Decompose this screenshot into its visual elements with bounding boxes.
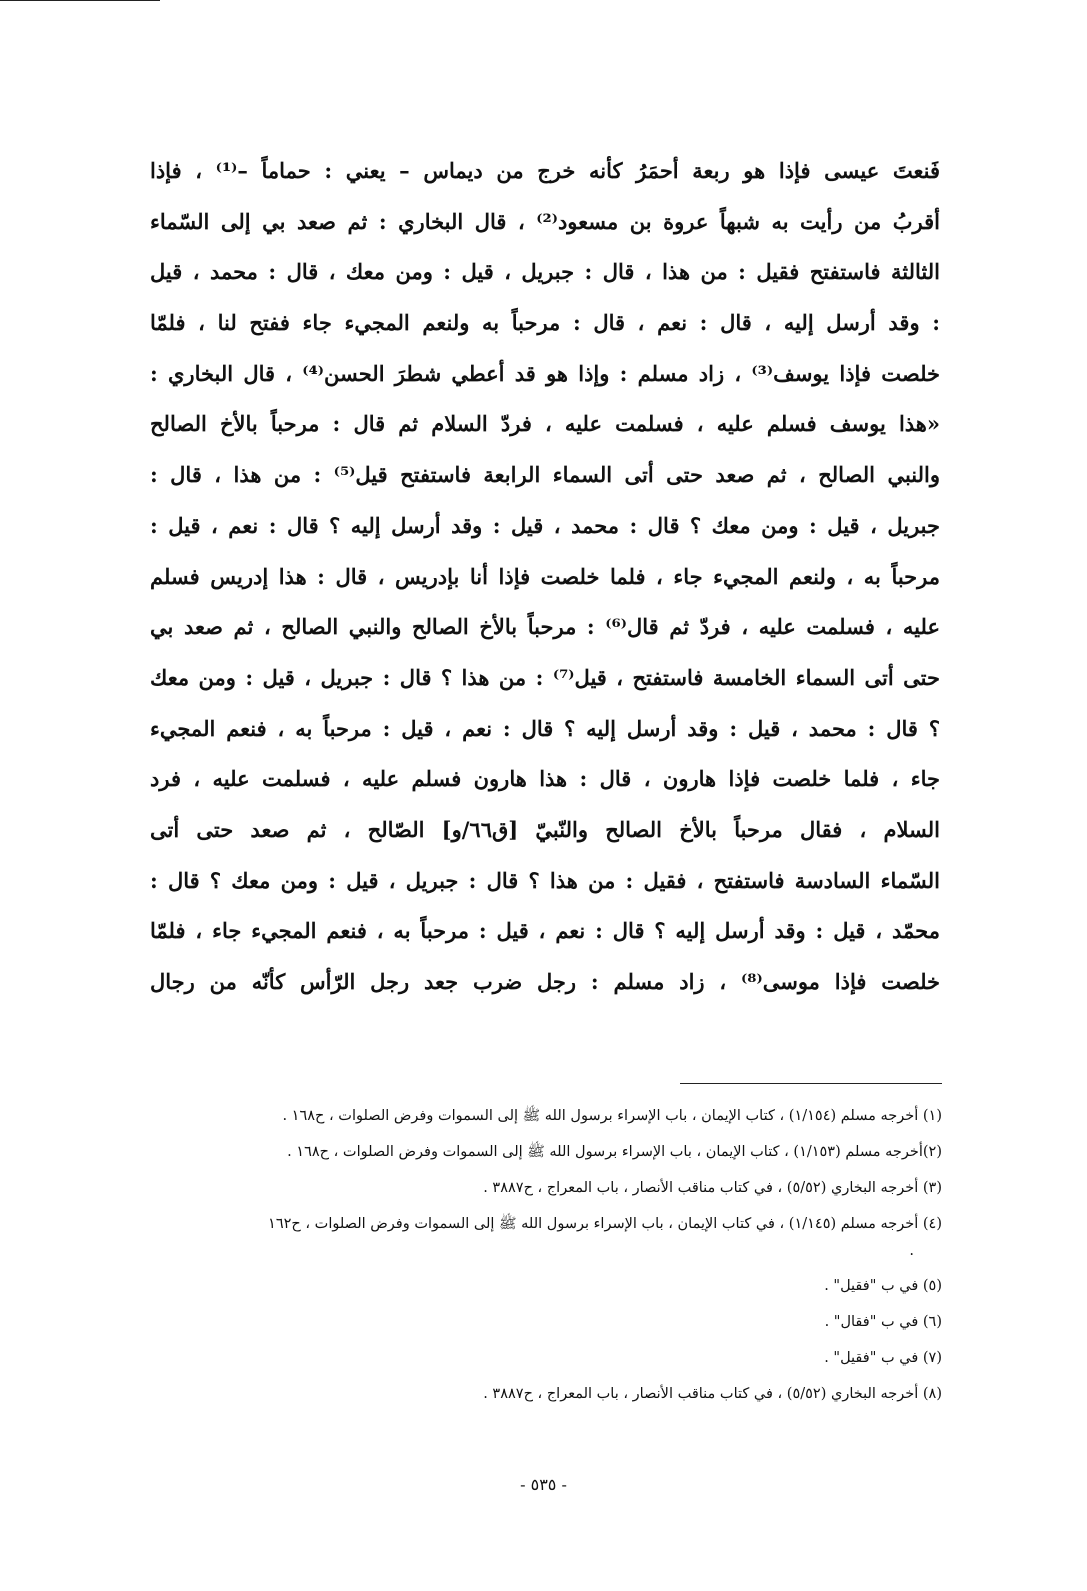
footnote-8: (٨) أخرجه البخاري (٥/٥٢) ، في كتاب مناقب الأنصار ، باب المعراج ، ح٣٨٨٧ . xyxy=(483,1386,942,1402)
text-line: عليه ، فسلمت عليه ، فردّ ثم قال⁽⁶⁾ : مرحباً بالأخ الصالح والنبي الصالح ، ثم صعد بي xyxy=(150,614,940,640)
page-number: - ٥٣٥ - xyxy=(520,1475,567,1494)
text-line: «هذا يوسف فسلم عليه ، فسلمت عليه ، فردّ السلام ثم قال : مرحباً بالأخ الصالح xyxy=(150,411,940,437)
footnote-1: (١) أخرجه مسلم (١/١٥٤) ، كتاب الإيمان ، باب الإسراء برسول الله ﷺ إلى السموات وفرض الصلوات ، ح١٦٨ . xyxy=(282,1108,942,1124)
footnote-4: (٤) أخرجه مسلم (١/١٤٥) ، في كتاب الإيمان ، باب الإسراء برسول الله ﷺ إلى السموات وفرض الصلوات ، ح١٦٢ xyxy=(268,1216,942,1232)
text-line: فَنعتَ عيسى فإذا هو ربعة أحمَرُ كأنه خرج من ديماس – يعني : حماماً –⁽¹⁾ ، فإذا xyxy=(150,158,940,183)
text-line: مرحباً به ، ولنعم المجيء جاء ، فلما خلصت فإذا أنا بإدريس ، قال : هذا إدريس فسلم xyxy=(150,563,940,589)
footnote-7: (٧) في ب "فقيل" . xyxy=(824,1350,942,1366)
text-line: أقربُ من رأيت به شبهاً عروة بن مسعود⁽²⁾ ، قال البخاري : ثم صعد بي إلى السّماء xyxy=(150,208,940,234)
footnote-5: (٥) في ب "فقيل" . xyxy=(824,1278,942,1294)
text-line: والنبي الصالح ، ثم صعد حتى أتى السماء الرابعة فاستفتح قيل⁽⁵⁾ : من هذا ، قال : xyxy=(150,462,940,488)
text-line: السلام ، فقال مرحباً بالأخ الصالح والنّبيّ [ق٦٦/و] الصّالح ، ثم صعد حتى أتى xyxy=(150,816,940,842)
footnote-2: (٢)أخرجه مسلم (١/١٥٣) ، كتاب الإيمان ، باب الإسراء برسول الله ﷺ إلى السموات وفرض الصلوات ، ح١٦٨ . xyxy=(287,1144,942,1160)
text-line: خلصت فإذا يوسف⁽³⁾ ، زاد مسلم : وإذا هو قد أعطي شطرَ الحسن⁽⁴⁾ ، قال البخاري : xyxy=(150,360,940,386)
footnote-3: (٣) أخرجه البخاري (٥/٥٢) ، في كتاب مناقب الأنصار ، باب المعراج ، ح٣٨٨٧ . xyxy=(483,1180,942,1196)
text-line: ؟ قال : محمد ، قيل : وقد أرسل إليه ؟ قال : نعم ، قيل : مرحباً به ، فنعم المجيء xyxy=(150,715,940,741)
text-line: حتى أتى السماء الخامسة فاستفتح ، قيل⁽⁷⁾ : من هذا ؟ قال : جبريل ، قيل : ومن معك xyxy=(150,664,940,690)
footnote-separator xyxy=(680,1083,942,1084)
text-line: : وقد أرسل إليه ، قال : نعم ، قال : مرحباً به ولنعم المجيء جاء ففتح لنا ، فلمّا xyxy=(150,310,940,336)
top-corner-rule xyxy=(0,0,160,1)
footnote-6: (٦) في ب "فقال" . xyxy=(824,1314,942,1330)
main-text xyxy=(150,146,940,1008)
text-line: خلصت فإذا موسى⁽⁸⁾ ، زاد مسلم : رجل ضرب جعد رجل الرّأس كأنّه من رجال xyxy=(150,969,940,994)
text-line: السّماء السادسة فاستفتح ، فقيل : من هذا ؟ قال : جبريل ، قيل : ومن معك ؟ قال : xyxy=(150,867,940,893)
text-line: جاء ، فلما خلصت فإذا هارون ، قال : هذا هارون فسلم عليه ، فسلمت عليه ، فرد xyxy=(150,766,940,792)
footnote-4-continuation: . xyxy=(909,1243,914,1259)
text-line: جبريل ، قيل : ومن معك ؟ قال : محمد ، قيل : وقد أرسل إليه ؟ قال : نعم ، قيل : xyxy=(150,512,940,538)
text-line: الثالثة فاستفتح فقيل : من هذا ، قال : جبريل ، قيل : ومن معك ، قال : محمد ، قيل xyxy=(150,259,940,285)
text-line: محمّد ، قيل : وقد أرسل إليه ؟ قال : نعم ، قيل : مرحباً به ، فنعم المجيء جاء ، فلمّا xyxy=(150,918,940,944)
footnotes xyxy=(150,1098,942,1412)
